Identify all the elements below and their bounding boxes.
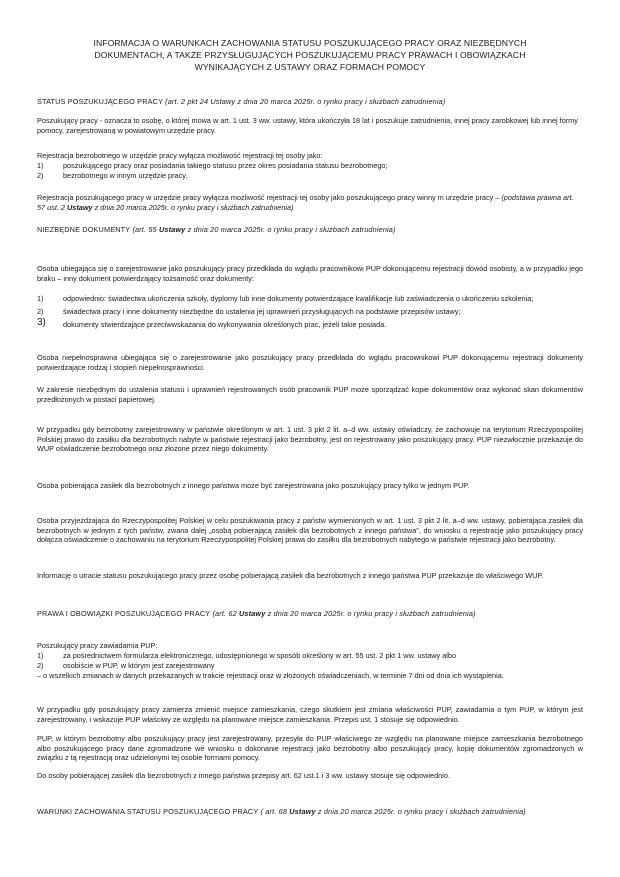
documents-heading-ref-end: z dnia 20 marca 2025r. o rynku pracy i służbach zatrudnienia) — [185, 225, 396, 234]
registration-rule — [37, 193, 583, 212]
documents-heading — [37, 225, 583, 235]
list-item-text: poszukującego pracy oraz posiadania takiego statusu przez okres posiadania statusu bezrobotnego; — [63, 161, 388, 170]
documents-heading-ref: (art. 55 — [130, 225, 159, 234]
status-conditions-heading-ref-bold: Ustawy — [289, 807, 316, 816]
status-heading-text: STATUS POSZUKUJĄCEGO PRACY — [37, 97, 163, 106]
eu-unemployed-paragraph: W przypadku gdy bezrobotny zarejestrowany w państwie określonym w art. 1 ust. 3 pkt 2 lit. a–d ww. ustawy oświadczy, że zachowuje na terytorium Rzeczypospolitej Polskiej prawo do zasiłku dla bezrobotnych nabyte w państwie rejestracji jako bezrobotny, jest on rejestrowany jako poszukujący pracy. PUP niezwłocznie przekazuje do WUP oświadczenie bezrobotnego oraz złożone przez niego dokumenty. — [37, 425, 583, 454]
documents-heading-text: NIEZBĘDNE DOKUMENTY — [37, 225, 131, 234]
rights-heading-ref-end: z dnia 20 marca 2025r. o rynku pracy i służbach zatrudnienia) — [265, 609, 476, 618]
title-line: DOKUMENTACH, A TAKŻE PRZYSŁUGUJĄCYCH POSZUKUJĄCEMU PRACY PRAWACH I OBOWIĄZKACH — [94, 49, 526, 60]
registration-rule-text: Rejestracja poszukującego pracy w urzędzie pracy wyłącza możliwość rejestracji tej osoby jako poszukującego pracy winny m urzędzie pracy — [37, 193, 494, 202]
rights-heading-text: PRAWA I OBOWIĄZKI POSZUKUJĄCEGO PRACY — [37, 609, 211, 618]
registration-rule-ref-end: z dnia 20 marca 2025r. o rynku pracy i służbach zatrudnienia) — [92, 202, 294, 212]
rights-heading-ref-bold: Ustawy — [238, 609, 266, 618]
exclusion-list — [37, 161, 583, 180]
changes-paragraph: – o wszelkich zmianach w danych przekazanych w trakcie rejestracji oraz w złożonych oświadczeniach, w terminie 7 dni od dnia ich wystąpienia. — [37, 671, 504, 680]
arrival-paragraph: Osoba przyjeżdżająca do Rzeczypospolitej Polskiej w celu poszukiwania pracy z państw wymienionych w art. 1 ust. 3 pkt 2 lit. a–d ww. ustawy, pobierająca zasiłek dla bezrobotnych w jednym z tych państw, zwana dalej „osobą pobierającą zasiłek dla bezrobotnych z innego państwa", do wniosku o rejestrację jako poszukujący pracy dołącza oświadczenie o zachowaniu na terytorium Rzeczypospolitej Polskiej prawa do zasiłku dla bezrobotnych nabytego w państwie rejestracji jako bezrobotny. — [37, 516, 583, 545]
documents-intro: Osoba ubiegająca się o zarejestrowanie jako poszukujący pracy przedkłada do wglądu pracownikowi PUP dokonującemu rejestracji dowód osobisty, a w przypadku jego braku – inny dokument potwierdzający tożsamość oraz dokumenty: — [37, 264, 583, 283]
documents-list — [37, 294, 583, 330]
rights-heading-ref: (art. 62 — [210, 609, 239, 618]
list-item-text: bezrobotnego w innym urzędzie pracy. — [63, 170, 188, 180]
list-item-text: odpowiednio: świadectwa ukończenia szkoły, dyplomy lub inne dokumenty potwierdzające kwalifikacje lub zaświadczenia o ukończeniu szkolenia; — [63, 294, 534, 303]
list-item — [37, 294, 583, 304]
list-item — [37, 651, 583, 661]
rights-list — [37, 651, 583, 670]
registration-rule-ref: – (podstawa prawna art. 57 ust. 2 — [37, 193, 574, 212]
status-conditions-heading-ref: ( art. 68 — [258, 807, 290, 816]
list-item-number: 1) — [37, 294, 44, 303]
status-conditions-heading-ref-end: z dnia 20 marca 2025r. o rynku pracy i służbach zatrudnienia) — [315, 807, 526, 816]
list-item-number: 3) — [37, 317, 46, 329]
list-item-text: świadectwa pracy i inne dokumenty niezbędne do ustalenia jej uprawnień przysługujących na podstawie przepisów ustawy; — [63, 306, 461, 316]
list-item-number: 1) — [37, 651, 44, 660]
list-item-number: 2) — [37, 306, 44, 316]
registration-rule-ref-bold: Ustawy — [67, 202, 93, 212]
list-item-text: dokumenty stwierdzające przeciwwskazania do wykonywania określonych prac, jeżeli takie posiada. — [63, 320, 387, 330]
foreign-benefit-paragraph: Osoba pobierająca zasiłek dla bezrobotnych z innego państwa może być zarejestrowana jako poszukujący pracy tylko w jednym PUP. — [37, 481, 470, 490]
exclusion-intro: Rejestracja bezrobotnego w urzędzie pracy wyłącza możliwość rejestracji tej osoby jako: — [37, 151, 323, 160]
documents-heading-ref-bold: Ustawy — [158, 225, 186, 234]
status-loss-paragraph: Informację o utracie statusu poszukującego pracy przez osobę pobierającą zasiłek dla bezrobotnych z innego państwa PUP przekazuje do właściwego WUP. — [37, 571, 544, 580]
status-conditions-heading — [37, 807, 583, 817]
document-copies-paragraph: W zakresie niezbędnym do ustalenia statusu i uprawnień rejestrowanych osób pracownik PUP może sporządzać kopie dokumentów oraz wykonać skan dokumentów przedłożonych w postaci papierowej. — [37, 385, 583, 404]
list-item-number: 2) — [37, 170, 44, 180]
list-item-text: osobiście w PUP, w którym jest zarejestrowany — [63, 660, 215, 670]
list-item — [37, 318, 583, 330]
list-item — [37, 307, 583, 317]
relocation-paragraph: W przypadku gdy poszukujący pracy zamierza zmienić miejsce zamieszkania, czego skutkiem jest zmiana właściwości PUP, zawiadamia o tym PUP, w którym jest zarejestrowany, i wskazuje PUP właściwy ze względu na planowane miejsce zamieszkania. Przepis ust. 1 stosuje się odpowiednio. — [37, 705, 583, 724]
status-heading-ref: (art. 2 pkt 24 Ustawy z dnia 20 marca 2025r. o rynku pracy i służbach zatrudnienia) — [165, 97, 446, 106]
list-item-number: 1) — [37, 161, 44, 170]
title-line: WYNIKAJĄCYCH Z USTAWY ORAZ FORMACH POMOCY — [194, 61, 426, 72]
rights-heading — [37, 609, 583, 619]
status-definition: Poszukujący pracy - oznacza to osobę, o której mowa w art. 1 ust. 3 ww. ustawy, która ukończyła 18 lat i poszukuje zatrudnienia, innej pracy zarobkowej lub innej formy pomocy, zarejestrowaną w powiatowym urzędzie pracy. — [37, 116, 578, 135]
disabled-persons-paragraph: Osoba niepełnosprawna ubiegająca się o zarejestrowanie jako poszukujący pracy przedkłada do wglądu pracownikowi PUP dokonującemu rejestracji dokumenty potwierdzające rodzaj i stopień niepełnosprawności. — [37, 353, 583, 372]
foreign-benefit-rule: Do osoby pobierającej zasiłek dla bezrobotnych z innego państwa przepisy art. 62 ust.1 i 3 ww. ustawy stosuje się odpowiednio. — [37, 771, 450, 780]
list-item — [37, 161, 583, 171]
status-conditions-heading-text: WARUNKI ZACHOWANIA STATUSU POSZUKUJĄCEGO PRACY — [37, 807, 259, 816]
list-item — [37, 661, 583, 671]
list-item-text: za pośrednictwem formularza elektronicznego, udostępnionego w sposób określony w art. 55 ust. 2 pkt 1 ww. ustawy albo — [63, 651, 457, 660]
rights-intro: Poszukujący pracy zawiadamia PUP: — [37, 641, 158, 650]
title-line: INFORMACJA O WARUNKACH ZACHOWANIA STATUSU POSZUKUJĄCEGO PRACY ORAZ NIEZBĘDNYCH — [93, 38, 527, 48]
status-heading — [37, 97, 583, 107]
file-transfer-paragraph: PUP, w którym bezrobotny albo poszukujący pracy jest zarejestrowany, przesyła do PUP właściwego ze względu na planowane miejsce zamieszkania bezrobotnego albo poszukującego pracy dane zgromadzone we wniosku o dokonanie rejestracji jako bezrobotny albo poszukujący pracy, kopię dokumentów zgromadzonych w związku z tą rejestracją oraz udzielonymi tej osobie formami pomocy. — [37, 734, 583, 763]
document-title — [36, 38, 584, 73]
list-item-number: 2) — [37, 660, 44, 670]
list-item — [37, 171, 583, 181]
